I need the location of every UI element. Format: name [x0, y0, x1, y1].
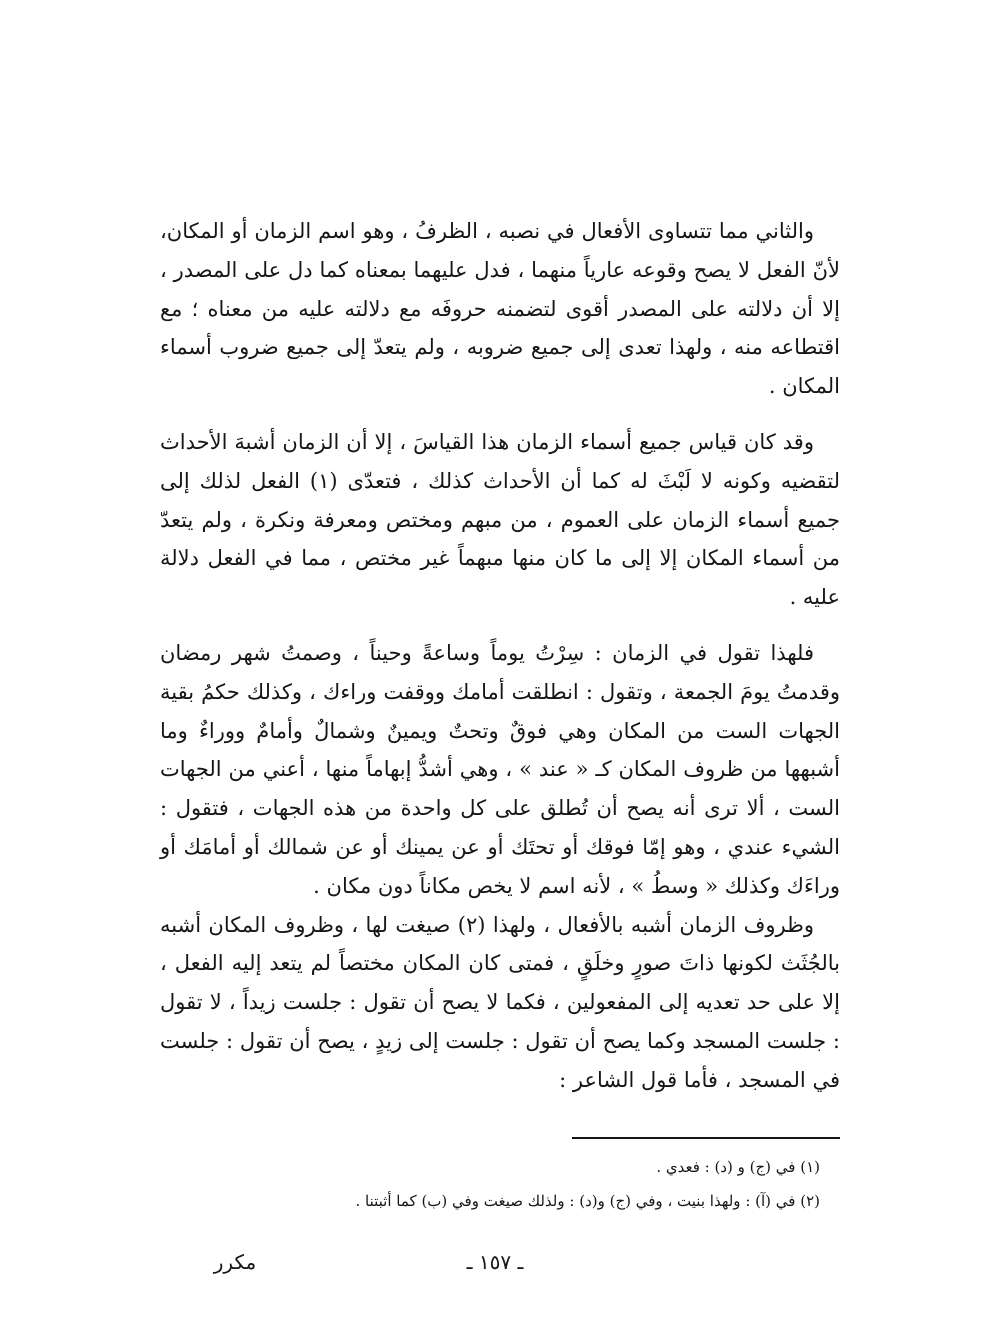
paragraph-zarf: والثاني مما تتساوى الأفعال في نصبه ، الظرفُ ، وهو اسم الزمان أو المكان، لأنّ الفعل لا يصح وقوعه عارياً منهما ، فدل عليهما بمعناه كما دل على المصدر ، إلا أن دلالته على المصدر أقوى لتضمنه حروفَه مع دلالته عليه من معناه ؛ مع اقتطاعه منه ، ولهذا تعدى إلى جميع ضروبه ، ولم يتعدّ إلى جميع ضروب أسماء المكان . [160, 219, 840, 399]
page-number: ـ ١٥٧ ـ [466, 1250, 524, 1274]
paragraph-zuruf-makan: وظروف الزمان أشبه بالأفعال ، ولهذا (٢) صيغت لها ، وظروف المكان أشبه بالجُثَث لكونها ذاتَ صورٍ وخلَقٍ ، فمتى كان المكان مختصاً لم يتعد إليه الفعل ، إلا على حد تعديه إلى المفعولين ، فكما لا يصح أن تقول : جلست زيداً ، لا تقول : جلست المسجد وكما يصح أن تقول : جلست إلى زيدٍ ، يصح أن تقول : جلست في المسجد ، فأما قول الشاعر : [160, 912, 840, 1092]
marginal-note: مكرر [213, 1250, 257, 1274]
paragraph-examples: فلهذا تقول في الزمان : سِرْتُ يوماً وساعةً وحيناً ، وصمتُ شهر رمضان وقدمتُ يومَ الجمعة ، وتقول : انطلقت أمامك ووقفت وراءك ، وكذلك حكمُ بقية الجهات الست من المكان وهي فوقٌ وتحتٌ ويمينٌ وشمالٌ وأمامٌ ووراءٌ وما أشبهها من ظروف المكان كـ « عند » ، وهي أشدُّ إبهاماً منها ، أعني من الجهات الست ، ألا ترى أنه يصح أن تُطلق على كل واحدة من هذه الجهات ، فتقول : الشيء عندي ، وهو إمّا فوقك أو تحتَك أو عن يمينك أو عن شمالك أو أمامَك أو وراءَك وكذلك « وسطُ » ، لأنه اسم لا يخص مكاناً دون مكان . [160, 640, 840, 898]
main-text [160, 212, 840, 1117]
footnote-separator [572, 1137, 840, 1139]
paragraph-zaman-qiyas: وقد كان قياس جميع أسماء الزمان هذا القياسَ ، إلا أن الزمان أشبهَ الأحداث لتقضيه وكونه لا لَبْثَ له كما أن الأحداث كذلك ، فتعدّى (١) الفعل لذلك إلى جميع أسماء الزمان على العموم ، من مبهم ومختص ومعرفة ونكرة ، ولم يتعدّ من أسماء المكان إلا إلى ما كان منها مبهماً غير مختص ، مما في الفعل دلالة عليه . [160, 429, 840, 610]
footnote-1: (١) في (ج) و (د) : فعدي . [656, 1158, 820, 1176]
footnotes [160, 1150, 820, 1218]
footnote-2: (٢) في (آ) : ولهذا بنيت ، وفي (ج) و(د) : ولذلك صيغت وفي (ب) كما أثبتنا . [355, 1192, 820, 1210]
